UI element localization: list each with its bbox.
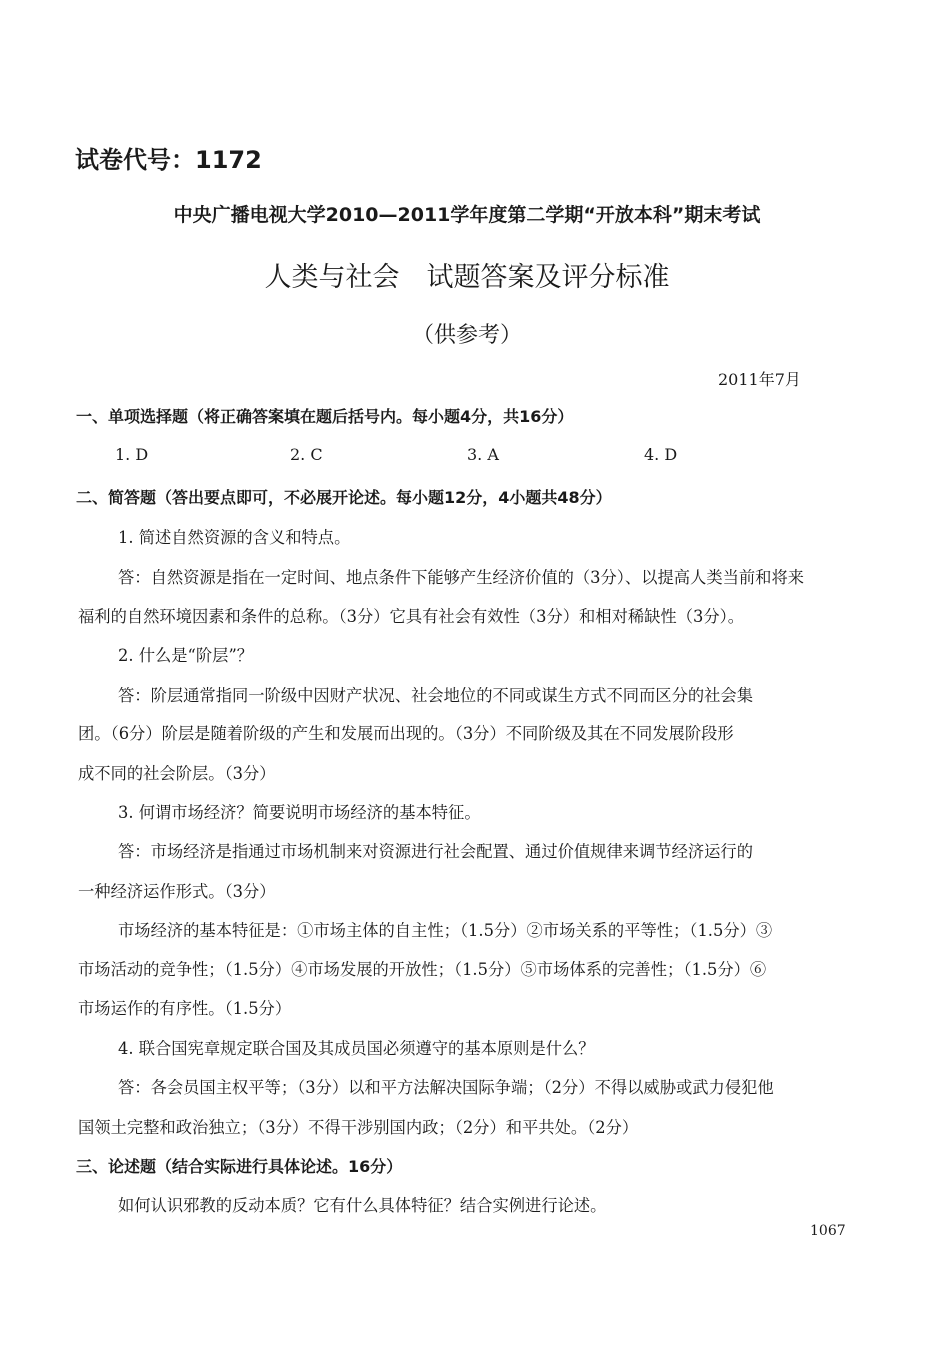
document-title: 人类与社会 试题答案及评分标准 (264, 262, 670, 293)
answer-2-line-2: 团。（6分）阶层是随着阶级的产生和发展而出现的。（3分）不同阶级及其在不同发展阶段形 (78, 724, 734, 743)
university-line: 中央广播电视大学2010—2011学年度第二学期“开放本科”期末考试 (173, 204, 761, 226)
answer-3-line-3: 市场经济的基本特征是：①市场主体的自主性；（1.5分）②市场关系的平等性；（1.5分）③ (118, 921, 773, 940)
section2-heading: 二、简答题（答出要点即可，不必展开论述。每小题12分，4小题共48分） (76, 488, 612, 507)
answer-1-line-1: 答：自然资源是指在一定时间、地点条件下能够产生经济价值的（3分）、以提高人类当前和将来 (118, 568, 805, 587)
question-3: 3. 何谓市场经济？简要说明市场经济的基本特征。 (118, 803, 481, 822)
essay-question: 如何认识邪教的反动本质？它有什么具体特征？结合实例进行论述。 (118, 1196, 607, 1215)
question-4: 4. 联合国宪章规定联合国及其成员国必须遵守的基本原则是什么？ (118, 1039, 595, 1058)
section3-heading: 三、论述题（结合实际进行具体论述。16分） (76, 1157, 403, 1176)
reference-note: （供参考） (411, 323, 522, 348)
section1-heading: 一、单项选择题（将正确答案填在题后括号内。每小题4分，共16分） (76, 407, 574, 426)
answer-4-line-2: 国领土完整和政治独立；（3分）不得干涉别国内政；（2分）和平共处。（2分） (78, 1118, 639, 1137)
answer-3-line-5: 市场运作的有序性。（1.5分） (78, 999, 292, 1018)
question-2: 2. 什么是“阶层”？ (118, 646, 254, 665)
answer-2: 2. C (290, 445, 323, 464)
answer-3-line-4: 市场活动的竞争性；（1.5分）④市场发展的开放性；（1.5分）⑤市场体系的完善性；（1.5分）⑥ (78, 960, 767, 979)
answer-2-line-1: 答：阶层通常指同一阶级中因财产状况、社会地位的不同或谋生方式不同而区分的社会集 (118, 686, 753, 705)
page-number: 1067 (810, 1223, 846, 1239)
question-1: 1. 简述自然资源的含义和特点。 (118, 528, 351, 547)
paper-code: 试卷代号：1172 (75, 146, 262, 174)
answer-3-line-1: 答：市场经济是指通过市场机制来对资源进行社会配置、通过价值规律来调节经济运行的 (118, 842, 753, 861)
answer-2-line-3: 成不同的社会阶层。（3分） (78, 764, 276, 783)
answer-4: 4. D (644, 445, 678, 464)
answer-4-line-1: 答：各会员国主权平等；（3分）以和平方法解决国际争端；（2分）不得以威胁或武力侵犯他 (118, 1078, 774, 1097)
answer-3: 3. A (467, 445, 499, 464)
exam-date: 2011年7月 (718, 370, 801, 389)
answer-1-line-2: 福利的自然环境因素和条件的总称。（3分）它具有社会有效性（3分）和相对稀缺性（3分）。 (78, 607, 745, 626)
answer-3-line-2: 一种经济运作形式。（3分） (78, 882, 276, 901)
answer-1: 1. D (115, 445, 149, 464)
